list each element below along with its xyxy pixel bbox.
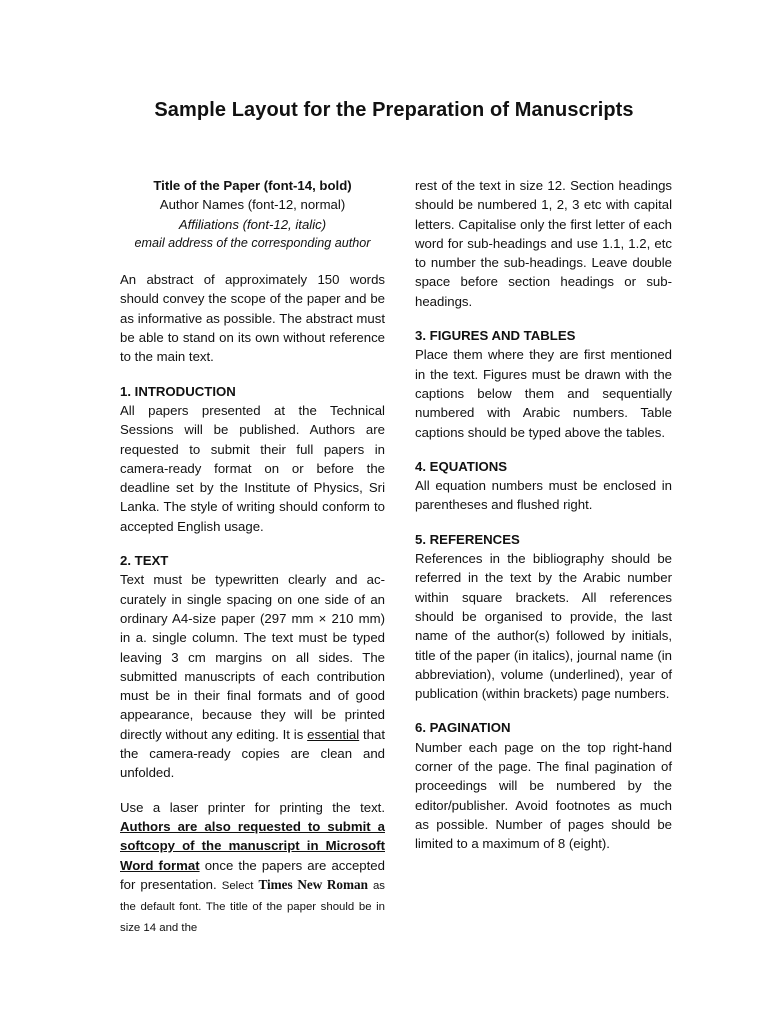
default-font-name: Times New Roman xyxy=(258,876,368,892)
text-body-part-1: Text must be typewritten clearly and accurately in single spacing on one side of an ordinary A4-size paper (297 mm × 210 mm) in a. single column. The text must be typed leaving 3 cm margins on all sides. The submitted manuscripts of each contribution must be in their final formats and of good appearance, because they will be printed directly without any editing. It is xyxy=(120,572,385,742)
author-names: Author Names (font-12, normal) xyxy=(159,197,346,213)
figures-heading: 3. FIGURES AND TABLES xyxy=(415,328,576,344)
text-heading: 2. TEXT xyxy=(120,553,169,569)
left-column xyxy=(120,176,385,939)
laser-printer-paragraph xyxy=(120,798,385,939)
introduction-heading: 1. INTRODUCTION xyxy=(120,383,236,399)
text-section-body xyxy=(120,570,385,782)
abstract: An abstract of approximately 150 words should convey the scope of the paper and be as informative as possible. The abstract must be able to stand on its own without reference to the main text. xyxy=(120,272,385,365)
text-body-part-2: that the camera-ready copies are clean and unfolded. xyxy=(120,726,386,781)
right-column xyxy=(415,176,672,854)
laser-text-3: as the default font. The title of the paper should be in size 14 and the xyxy=(120,879,385,935)
corresponding-email: email address of the corresponding author xyxy=(134,235,371,250)
laser-select: Select xyxy=(221,879,254,892)
continued-text: rest of the text in size 12. Section headings should be numbered 1, 2, 3 etc with capital letters. Capitalise only the first letter of each word for sub-headings and use 1.1, 1.2, etc to number the sub-headings. Leave double space before section headings or sub-headings. xyxy=(415,178,672,309)
pagination-text: Number each page on the top right-hand corner of the page. The final pagination of proceedings will be numbered by the editor/publisher. Avoid footnotes as much as possible. Number of pages should be limited to a maximum of 8 (eight). xyxy=(415,739,672,852)
essential-word: essential xyxy=(307,726,360,742)
laser-text-1: Use a laser printer for printing the text. xyxy=(120,799,385,815)
softcopy-request: Authors are also requested to submit a softcopy of the manuscript in Microsoft Word format xyxy=(120,818,385,873)
affiliations: Affiliations (font-12, italic) xyxy=(178,216,327,232)
introduction-text: All papers presented at the Technical Sessions will be published. Authors are requested to submit their full papers in camera-ready format on or before the deadline set by the Institute of Physics, Sri Lanka. The style of writing should conform to accepted English usage. xyxy=(120,402,385,534)
page-title: Sample Layout for the Preparation of Manuscripts xyxy=(154,99,634,121)
figures-text: Place them where they are first mentioned in the text. Figures must be drawn with the captions below them and sequentially numbered with Arabic numbers. Table captions should be typed above the tables. xyxy=(415,347,672,440)
paper-title: Title of the Paper (font-14, bold) xyxy=(153,178,352,193)
references-heading: 5. REFERENCES xyxy=(415,531,520,547)
pagination-heading: 6. PAGINATION xyxy=(415,720,511,736)
equations-text: All equation numbers must be enclosed in parentheses and flushed right. xyxy=(415,478,672,513)
paper-header xyxy=(120,176,385,253)
equations-heading: 4. EQUATIONS xyxy=(415,458,508,474)
references-text: References in the bibliography should be referred in the text by the Arabic number within square brackets. All references should be organised to provide, the last name of the author(s) followed by initials, title of the paper (in italics), journal name (in abbreviation), volume (underlined), year of publication (within brackets) page numbers. xyxy=(415,551,672,702)
laser-text-2: once the papers are accepted for presentation. xyxy=(120,857,385,892)
